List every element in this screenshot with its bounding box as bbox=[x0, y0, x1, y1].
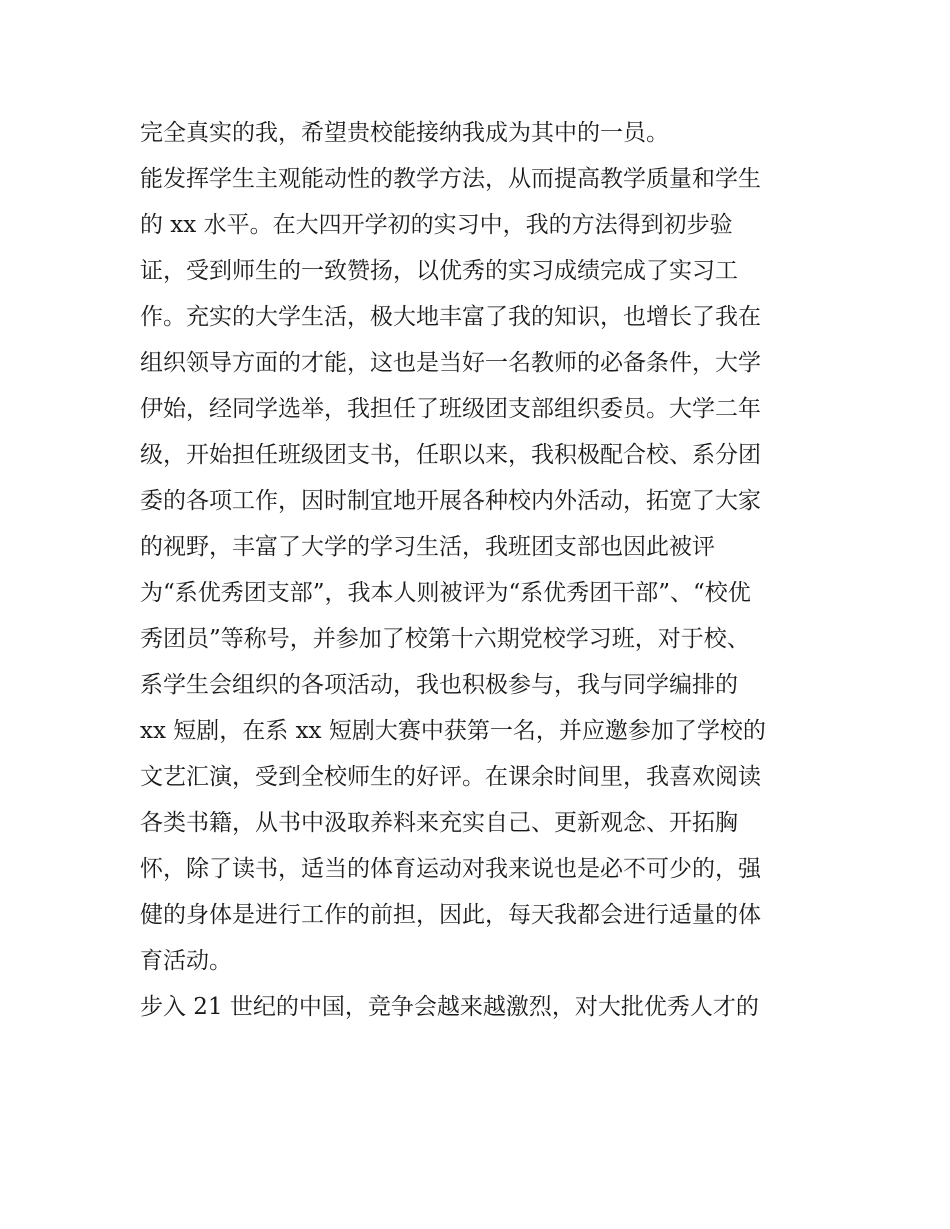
text-line: 怀，除了读书，适当的体育运动对我来说也是必不可少的，强 bbox=[140, 856, 761, 882]
text-line: 健的身体是进行工作的前担，因此，每天我都会进行适量的体 bbox=[140, 902, 761, 928]
text-line: 委的各项工作，因时制宜地开展各种校内外活动，拓宽了大家 bbox=[140, 488, 761, 514]
text-line: 完全真实的我，希望贵校能接纳我成为其中的一员。 bbox=[140, 120, 669, 146]
text-line: 伊始，经同学选举，我担任了班级团支部组织委员。大学二年 bbox=[140, 396, 761, 422]
text-line: 育活动。 bbox=[140, 948, 232, 974]
text-line: 证，受到师生的一致赞扬，以优秀的实习成绩完成了实习工 bbox=[140, 258, 738, 284]
text-line: 级，开始担任班级团支书，任职以来，我积极配合校、系分团 bbox=[140, 442, 761, 468]
text-line: 系学生会组织的各项活动，我也积极参与，我与同学编排的 bbox=[140, 672, 738, 698]
text-line: 步入 21 世纪的中国，竞争会越来越激烈，对大批优秀人才的 bbox=[140, 994, 759, 1020]
body-text bbox=[140, 110, 830, 1030]
text-line: 为“系优秀团支部”，我本人则被评为“系优秀团干部”、“校优 bbox=[140, 580, 751, 606]
text-line: 作。充实的大学生活，极大地丰富了我的知识，也增长了我在 bbox=[140, 304, 761, 330]
text-line: 秀团员”等称号，并参加了校第十六期党校学习班，对于校、 bbox=[140, 626, 750, 652]
text-line: 能发挥学生主观能动性的教学方法，从而提高教学质量和学生 bbox=[140, 166, 761, 192]
text-line: xx 短剧，在系 xx 短剧大赛中获第一名，并应邀参加了学校的 bbox=[140, 718, 766, 744]
text-line: 的视野，丰富了大学的学习生活，我班团支部也因此被评 bbox=[140, 534, 715, 560]
text-line: 组织领导方面的才能，这也是当好一名教师的必备条件，大学 bbox=[140, 350, 761, 376]
text-line: 各类书籍，从书中汲取养料来充实自己、更新观念、开拓胸 bbox=[140, 810, 738, 836]
text-line: 的 xx 水平。在大四开学初的实习中，我的方法得到初步验 bbox=[140, 212, 733, 238]
text-line: 文艺汇演，受到全校师生的好评。在课余时间里，我喜欢阅读 bbox=[140, 764, 761, 790]
